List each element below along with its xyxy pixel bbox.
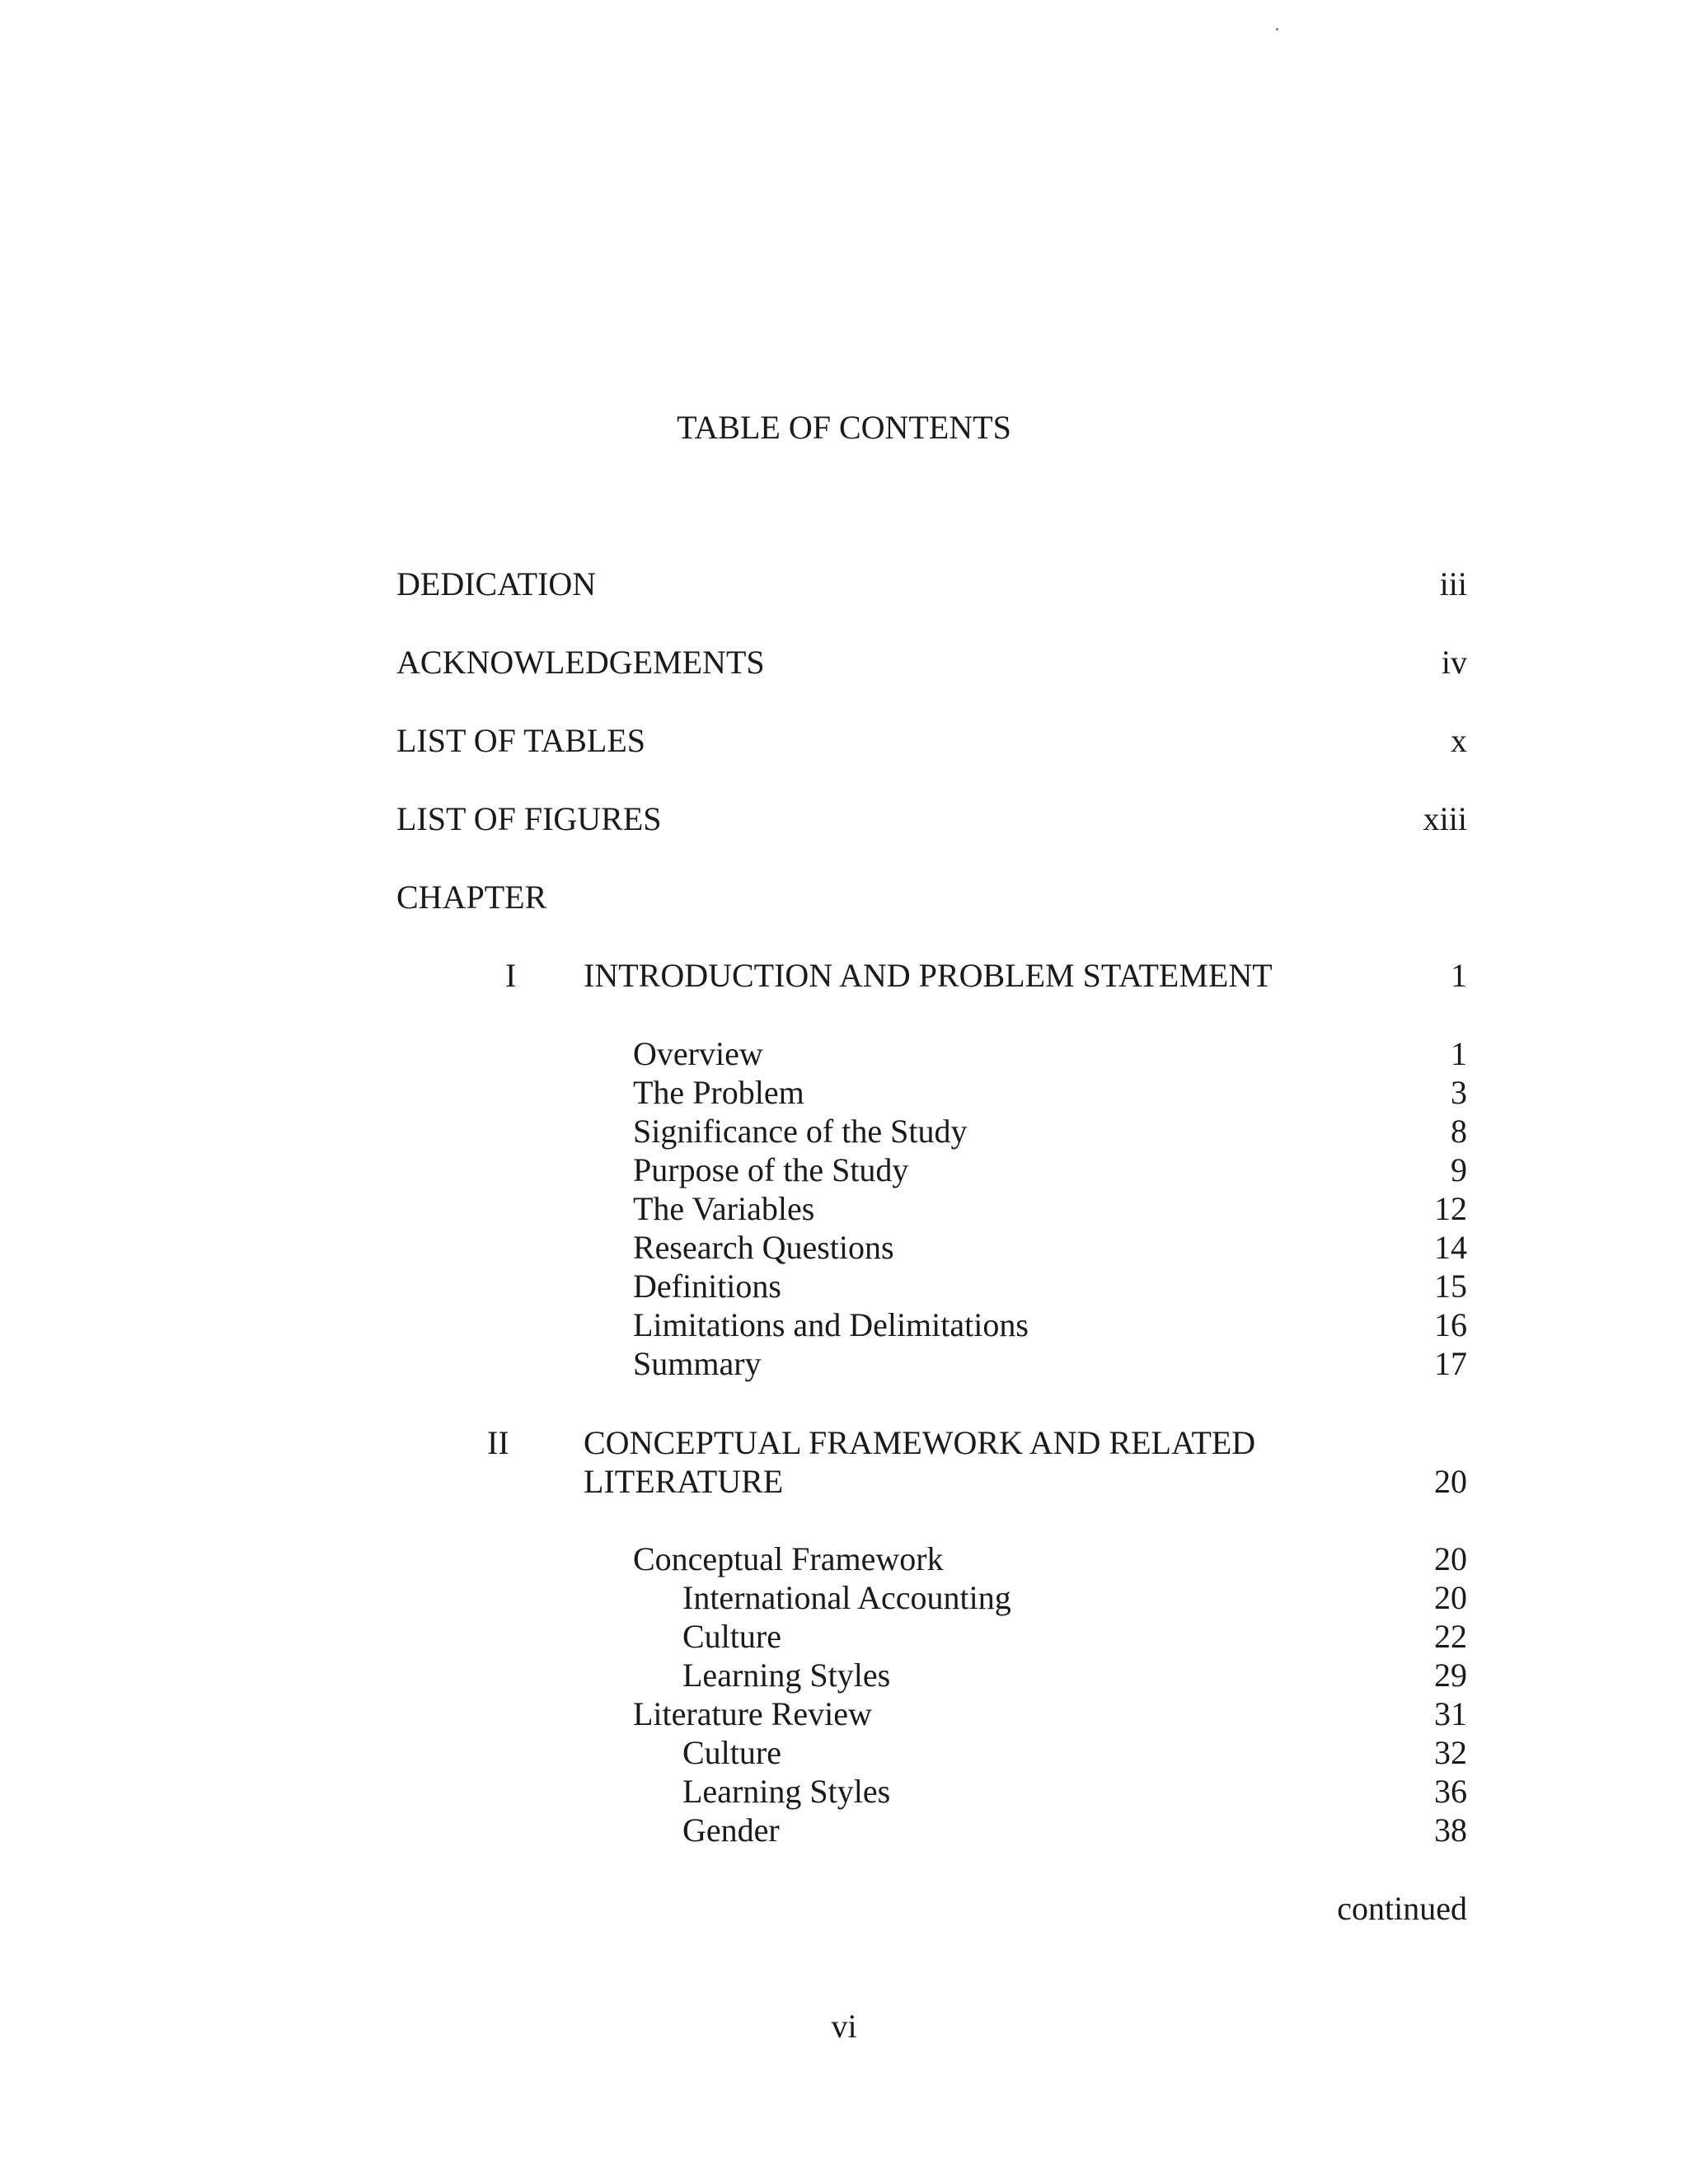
chapter-numeral-2: II (487, 1424, 509, 1461)
continued-note: continued (1337, 1890, 1467, 1927)
page-title: TABLE OF CONTENTS (677, 409, 1011, 446)
subsection-page: 32 (1434, 1734, 1467, 1771)
subsection-page: 22 (1434, 1618, 1467, 1655)
toc-page-list-of-tables: x (1451, 722, 1467, 759)
subsection-entry: Learning Styles (682, 1657, 891, 1694)
section-page: 1 (1451, 1035, 1467, 1072)
subsection-entry: Learning Styles (682, 1773, 891, 1810)
section-entry: Limitations and Delimitations (633, 1306, 1029, 1343)
section-page: 16 (1434, 1306, 1467, 1343)
section-page: 20 (1434, 1540, 1467, 1577)
section-entry: Literature Review (633, 1695, 872, 1732)
chapter-title-2-line1: CONCEPTUAL FRAMEWORK AND RELATED (584, 1424, 1256, 1461)
chapter-title-1: INTRODUCTION AND PROBLEM STATEMENT (584, 957, 1273, 994)
toc-entry-dedication: DEDICATION (396, 565, 597, 602)
section-page: 8 (1451, 1113, 1467, 1150)
section-entry: Summary (633, 1345, 762, 1382)
scan-speck (1276, 28, 1278, 30)
subsection-entry: Gender (682, 1811, 780, 1849)
section-page: 12 (1434, 1190, 1467, 1227)
chapter-page-2: 20 (1434, 1463, 1467, 1500)
page-number: vi (831, 2008, 857, 2045)
toc-page-dedication: iii (1439, 565, 1467, 602)
section-page: 17 (1434, 1345, 1467, 1382)
section-entry: Definitions (633, 1268, 781, 1305)
subsection-page: 29 (1434, 1657, 1467, 1694)
chapter-page-1: 1 (1451, 957, 1467, 994)
section-entry: The Variables (633, 1190, 815, 1227)
section-page: 15 (1434, 1268, 1467, 1305)
section-entry: Purpose of the Study (633, 1151, 909, 1188)
subsection-entry: Culture (682, 1734, 781, 1771)
subsection-entry: International Accounting (682, 1579, 1011, 1616)
chapter-title-2-line2: LITERATURE (584, 1463, 784, 1500)
toc-entry-acknowledgements: ACKNOWLEDGEMENTS (396, 644, 765, 681)
toc-page-acknowledgements: iv (1441, 644, 1467, 681)
toc-page-list-of-figures: xiii (1423, 800, 1467, 837)
section-entry: The Problem (633, 1074, 804, 1111)
toc-entry-list-of-figures: LIST OF FIGURES (396, 800, 662, 837)
section-page: 14 (1434, 1229, 1467, 1266)
section-page: 3 (1451, 1074, 1467, 1111)
section-entry: Conceptual Framework (633, 1540, 944, 1577)
section-entry: Overview (633, 1035, 763, 1072)
subsection-entry: Culture (682, 1618, 781, 1655)
section-entry: Significance of the Study (633, 1113, 968, 1150)
subsection-page: 20 (1434, 1579, 1467, 1616)
subsection-page: 38 (1434, 1811, 1467, 1849)
toc-entry-list-of-tables: LIST OF TABLES (396, 722, 646, 759)
section-page: 9 (1451, 1151, 1467, 1188)
section-page: 31 (1434, 1695, 1467, 1732)
subsection-page: 36 (1434, 1773, 1467, 1810)
chapter-heading: CHAPTER (396, 879, 547, 916)
chapter-numeral-1: I (505, 957, 517, 994)
section-entry: Research Questions (633, 1229, 894, 1266)
